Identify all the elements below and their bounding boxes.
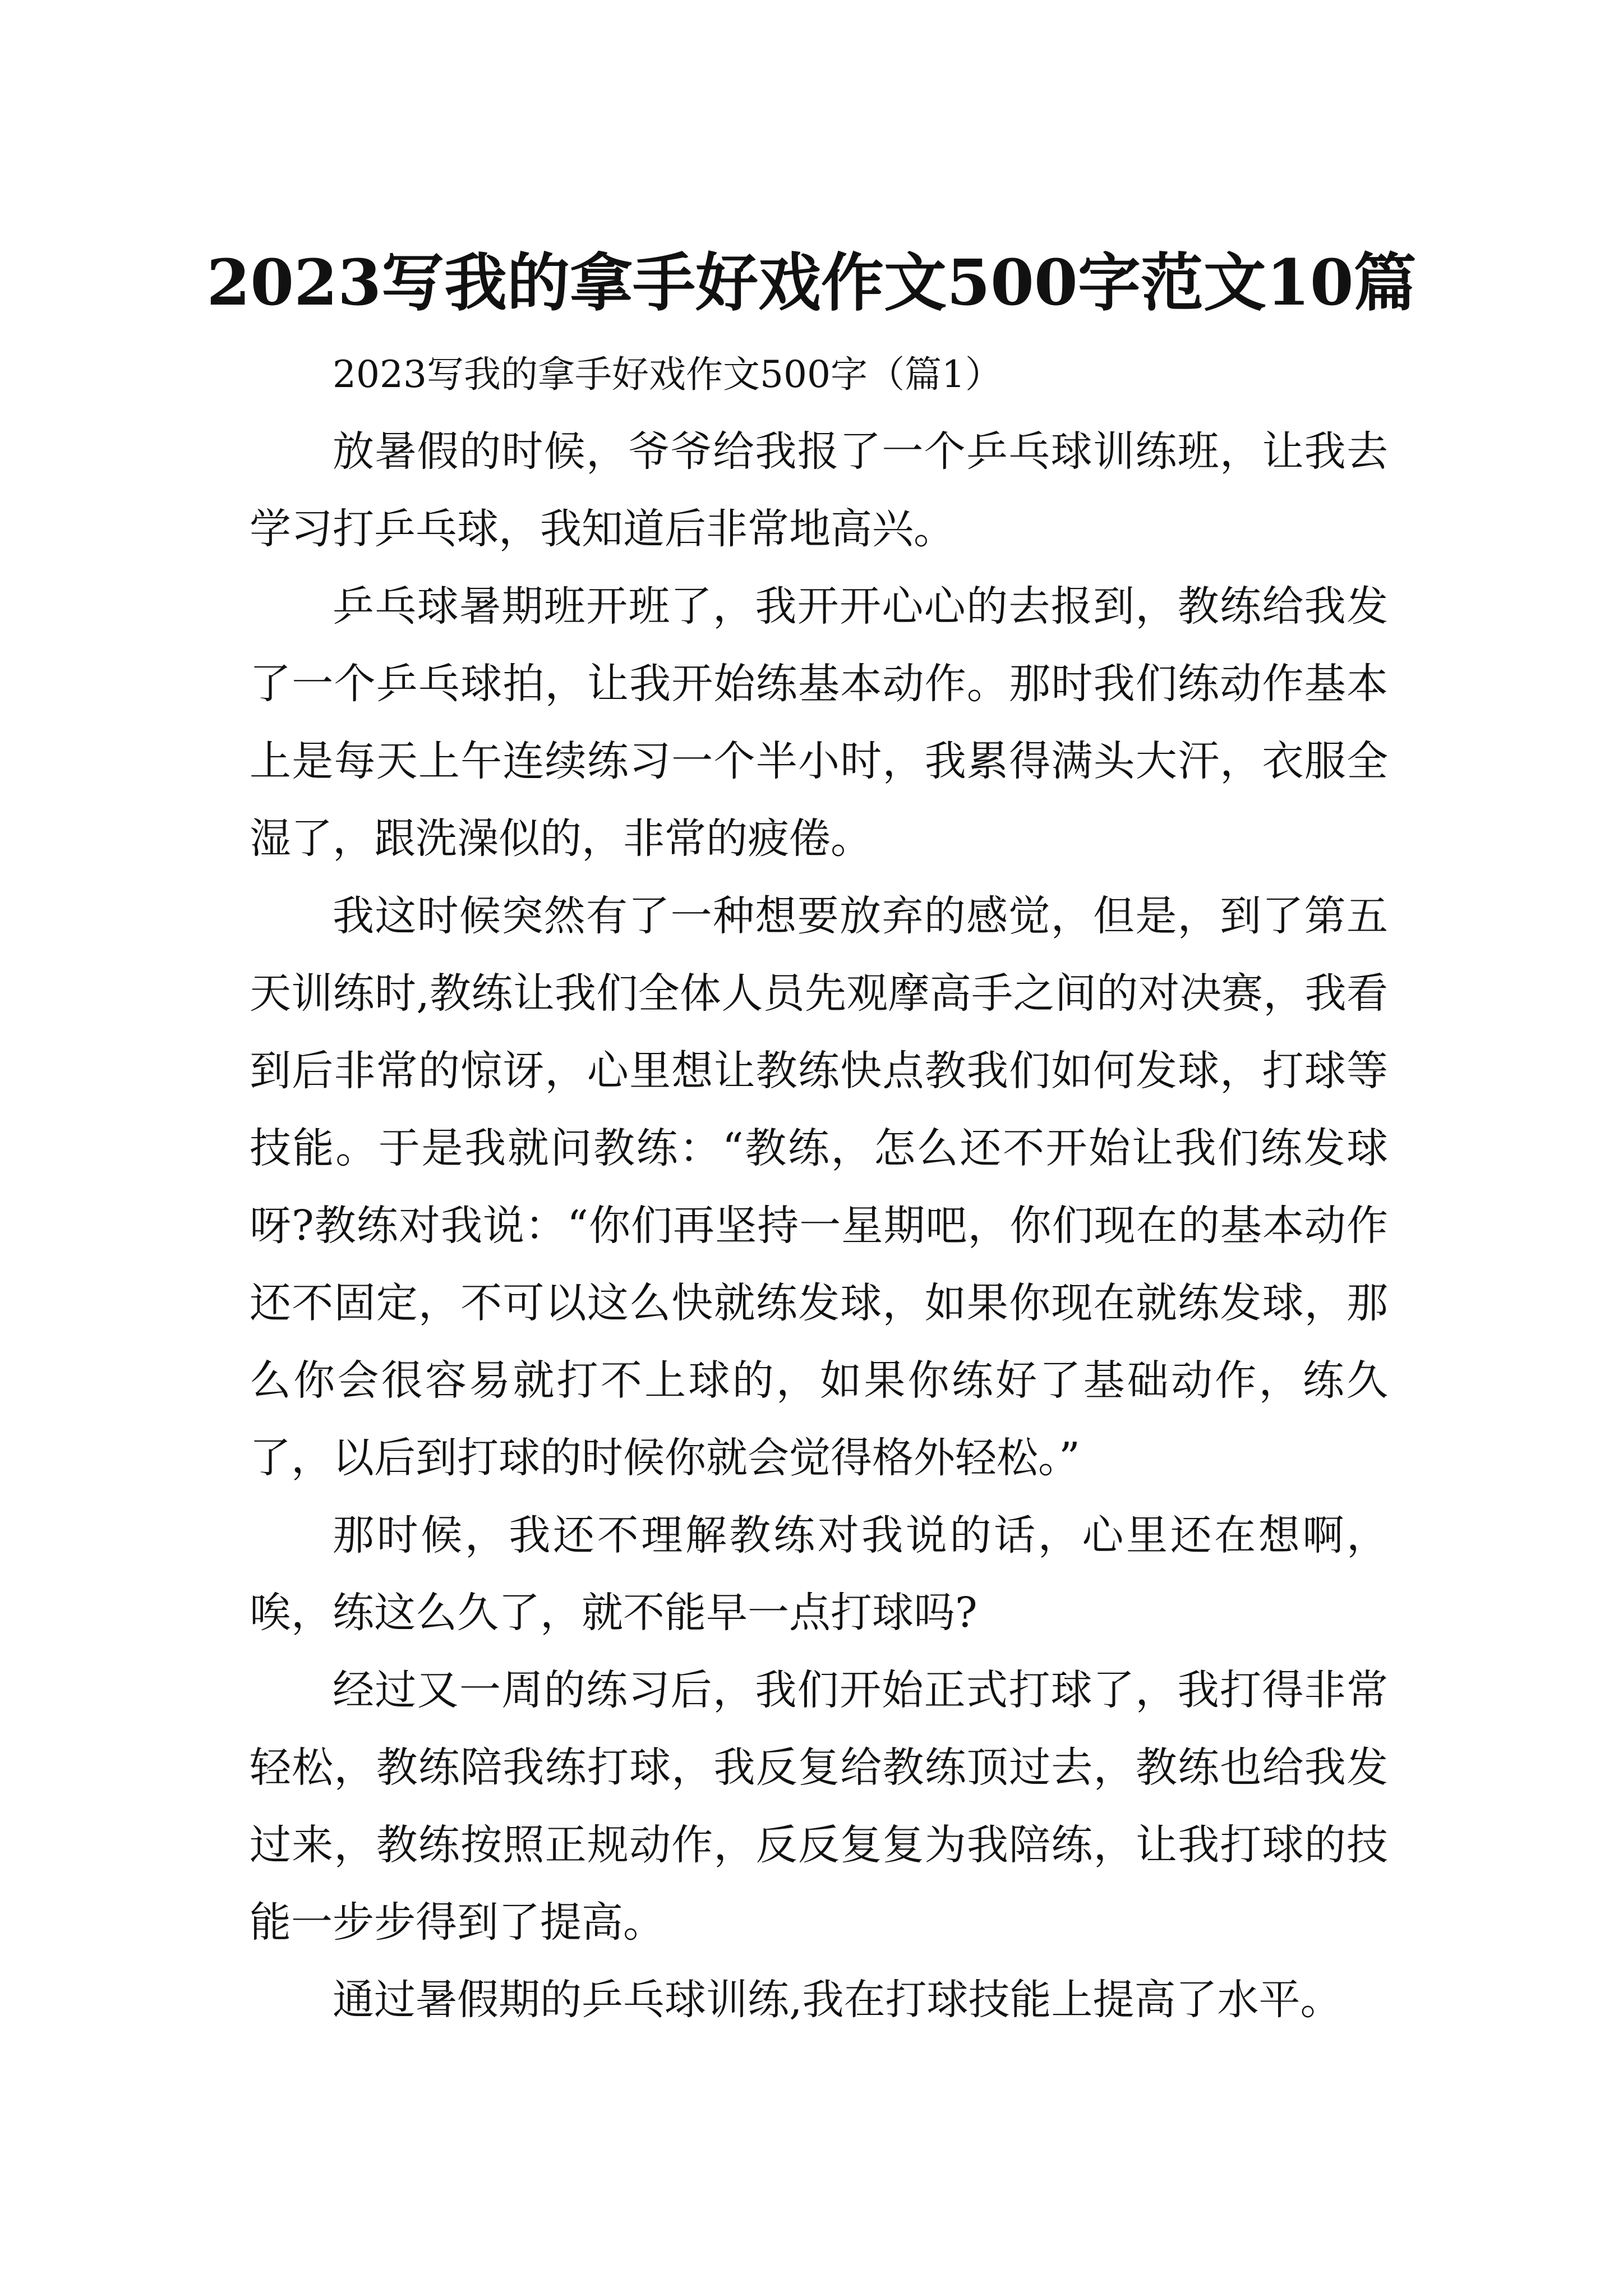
section-heading: 2023写我的拿手好戏作文500字（篇1） bbox=[333, 353, 1002, 396]
paragraph-5: 经过又一周的练习后，我们开始正式打球了，我打得非常轻松，教练陪我练打球，我反复给教练顶过去，教练也给我发过来，教练按照正规动作，反反复复为我陪练，让我打球的技能一步步得到了提高。 bbox=[250, 1666, 1388, 1947]
paragraph-1: 放暑假的时候，爷爷给我报了一个乒乓球训练班，让我去学习打乒乓球，我知道后非常地高兴。 bbox=[250, 427, 1388, 553]
paragraph-4: 那时候，我还不理解教练对我说的话，心里还在想啊，唉，练这么久了，就不能早一点打球吗? bbox=[250, 1511, 1388, 1637]
paragraph-2: 乒乓球暑期班开班了，我开开心心的去报到，教练给我发了一个乒乓球拍，让我开始练基本动作。那时我们练动作基本上是每天上午连续练习一个半小时，我累得满头大汗，衣服全湿了，跟洗澡似的，非常的疲倦。 bbox=[250, 582, 1388, 863]
document-title: 2023写我的拿手好戏作文500字范文10篇 bbox=[206, 246, 1417, 320]
document-body bbox=[250, 337, 1388, 2039]
paragraph-6: 通过暑假期的乒乓球训练,我在打球技能上提高了水平。 bbox=[333, 1976, 1342, 2024]
paragraph-3: 我这时候突然有了一种想要放弃的感觉，但是，到了第五天训练时,教练让我们全体人员先观摩高手之间的对决赛，我看到后非常的惊讶，心里想让教练快点教我们如何发球，打球等技能。于是我就问教练：“教练，怎么还不开始让我们练发球呀?教练对我说：“你们再坚持一星期吧，你们现在的基本动作还不固定，不可以这么快就练发球，如果你现在就练发球，那么你会很容易就打不上球的，如果你练好了基础动作，练久了，以后到打球的时候你就会觉得格外轻松。” bbox=[250, 892, 1388, 1482]
